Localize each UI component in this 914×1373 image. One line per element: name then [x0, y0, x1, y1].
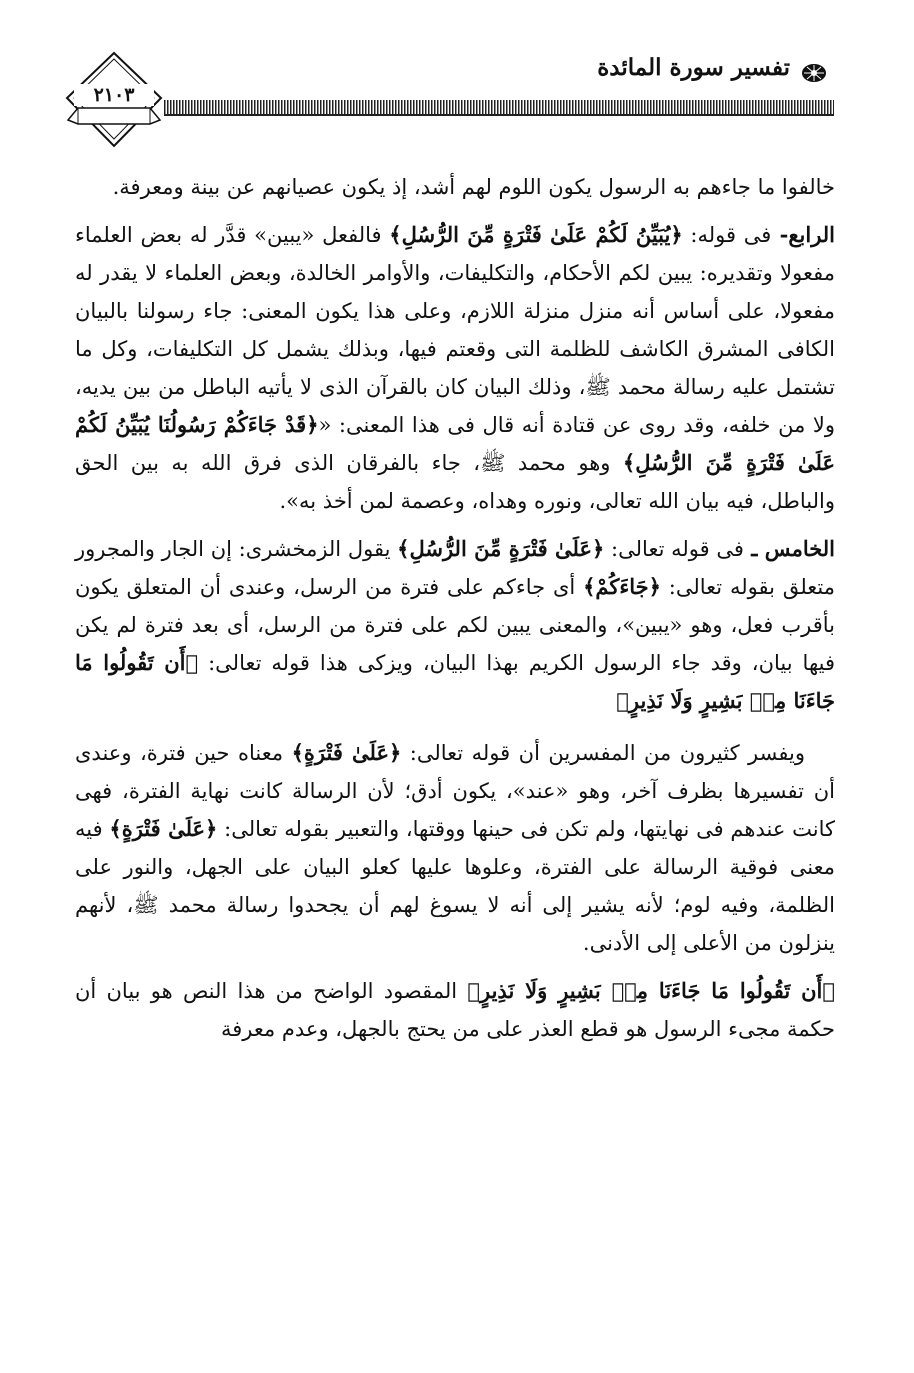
header-rule-line	[164, 114, 834, 116]
page-number: ٢١٠٣	[74, 84, 154, 106]
quran-verse: ﴿أَن تَقُولُوا مَا جَاءَنَا مِنۢ بَشِيرٍ وَلَا نَذِيرٍ﴾	[75, 650, 835, 713]
quran-verse: ﴿قَدْ جَاءَكُمْ رَسُولُنَا يُبَيِّنُ لَكُمْ عَلَىٰ فَتْرَةٍ مِّنَ الرُّسُلِ﴾	[75, 412, 835, 475]
quran-verse: ﴿عَلَىٰ فَتْرَةٍ مِّنَ الرُّسُلِ﴾	[397, 536, 605, 561]
text-segment: وهو محمد ﷺ، جاء بالفرقان الذى فرق الله به بين الحق والباطل، فيه بيان الله تعالى، ونوره وهداه، وعصمة لمن أخذ به».	[75, 451, 835, 513]
text-segment: أى جاءكم على فترة من الرسل، وعندى أن المتعلق يكون بأقرب فعل، وهو «يبين»، والمعنى يبين لكم على فترة من الرسل، أى بعد فترة لم يكن فيها بيان، وقد جاء الرسول الكريم بهذا البيان، ويزكى هذا قوله تعالى:	[75, 575, 836, 675]
quran-verse: ﴿عَلَىٰ فَتْرَةٍ﴾	[291, 740, 402, 765]
text-segment: معناه حين فترة، وعندى أن تفسيرها بظرف آخر، وهو «عند»، يكون أدق؛ لأن الرسالة كانت نهاية الفترة، فهى كانت عندهم فى نهايتها، ولم تكن فى حينها ووقتها، والتعبير بقوله تعالى:	[75, 741, 836, 841]
text-segment: ويفسر كثيرون من المفسرين أن قوله تعالى:	[401, 741, 805, 765]
running-title: تفسير سورة المائدة	[597, 54, 790, 81]
quran-verse: ﴿عَلَىٰ فَتْرَةٍ﴾	[109, 816, 218, 841]
paragraph	[75, 734, 835, 962]
body-text	[75, 168, 835, 1048]
paragraph	[75, 972, 835, 1048]
header-rule	[164, 100, 834, 114]
section-heading: الرابع-	[771, 222, 836, 247]
text-segment: فى قوله تعالى:	[604, 537, 744, 561]
quran-verse: ﴿جَاءَكُمْ﴾	[583, 574, 661, 599]
paragraph	[75, 216, 835, 520]
ornament-icon	[800, 62, 828, 84]
text-segment: فيه معنى فوقية الرسالة على الفترة، وعلوها عليها كعلو البيان على الجهل، والنور على الظلمة، وفيه لوم؛ لأنه يشير إلى أنه لا يسوغ لهم أن يجحدوا رسالة محمد ﷺ، لأنهم ينزلون من الأعلى إلى الأدنى.	[75, 817, 835, 955]
text-segment: يقول الزمخشرى: إن الجار والمجرور متعلق بقوله تعالى:	[75, 537, 835, 599]
quran-verse: ﴿يُبَيِّنُ لَكُمْ عَلَىٰ فَتْرَةٍ مِّنَ الرُّسُلِ﴾	[389, 222, 683, 247]
page-number-badge	[64, 50, 164, 150]
paragraph	[75, 168, 835, 206]
paragraph	[75, 530, 835, 720]
text-segment: المقصود الواضح من هذا النص هو بيان أن حكمة مجىء الرسول هو قطع العذر على من يحتج بالجهل، وعدم معرفة	[75, 979, 835, 1041]
text-segment: خالفوا ما جاءهم به الرسول يكون اللوم لهم أشد، إذ يكون عصيانهم عن بينة ومعرفة.	[112, 175, 835, 199]
text-segment: فالفعل «يبين» قدَّر له بعض العلماء مفعولا وتقديره: يبين لكم الأحكام، والتكليفات، والأوامر الخالدة، وبعض العلماء لا يقدر له مفعولا، على أساس أنه منزل منزلة اللازم، وعلى هذا يكون المعنى: جاء رسولنا بالبيان الكافى المشرق الكاشف للظلمة التى وقعتم فيها، وبذلك يشمل كل التكليفات، وكل ما تشتمل عليه رسالة محمد ﷺ، وذلك البيان كان بالقرآن الذى لا يأتيه الباطل من بين يديه، ولا من خلفه، وقد روى عن قتادة أنه قال فى هذا المعنى: «	[75, 223, 835, 437]
text-segment: فى قوله:	[682, 223, 772, 247]
page-header	[64, 50, 834, 150]
section-heading: الخامس ـ	[743, 536, 836, 561]
quran-verse: ﴿أَن تَقُولُوا مَا جَاءَنَا مِنۢ بَشِيرٍ وَلَا نَذِيرٍ﴾	[467, 978, 835, 1003]
